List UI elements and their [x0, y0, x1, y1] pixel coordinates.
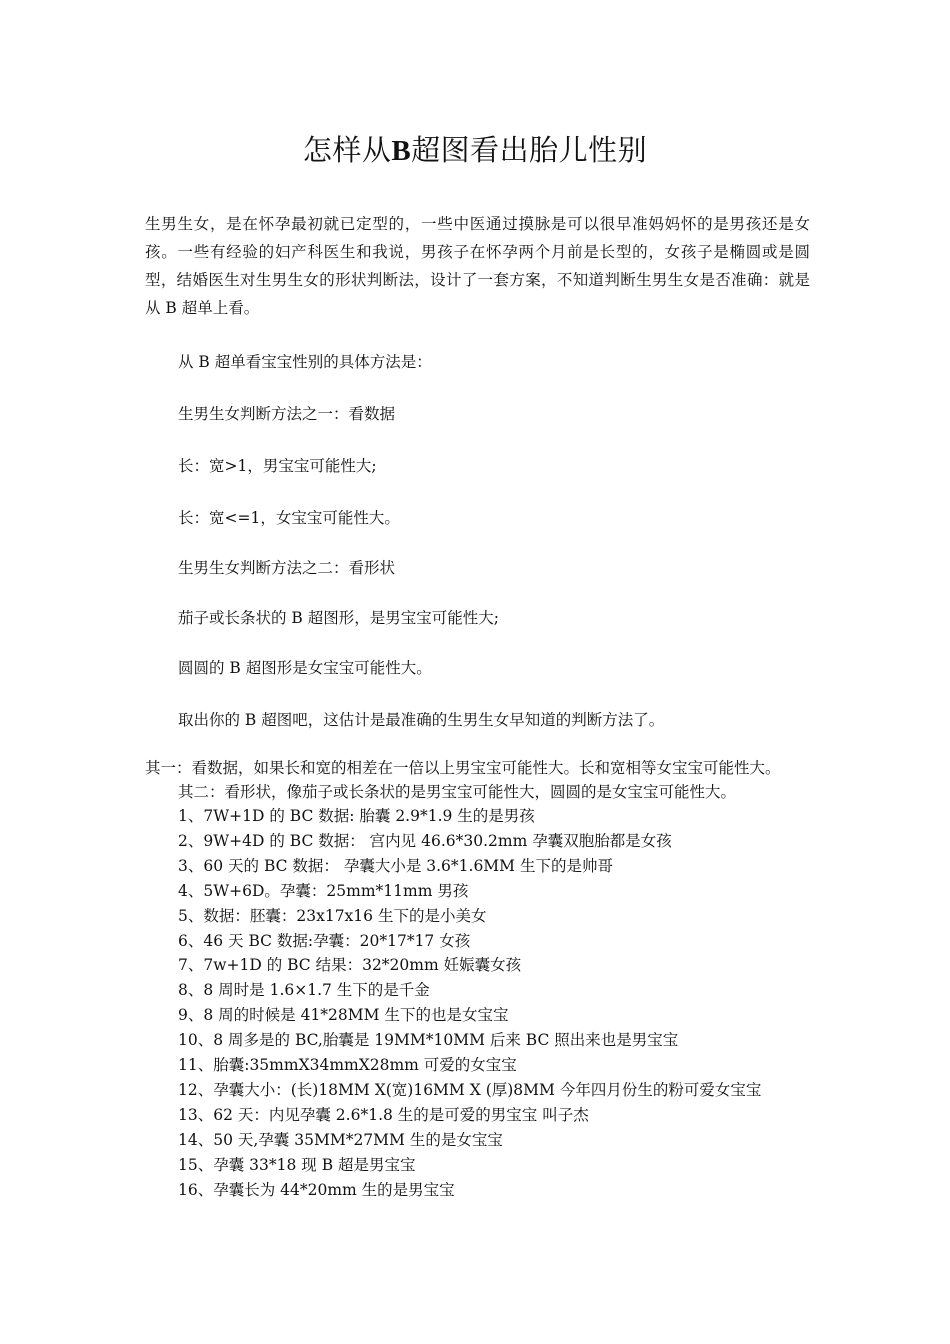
- list-item: 6、46 天 BC 数据:孕囊：20*17*17 女孩: [178, 931, 471, 950]
- method1-rule1: 长：宽>1，男宝宝可能性大;: [178, 457, 377, 475]
- summary-one: 其一：看数据，如果长和宽的相差在一倍以上男宝宝可能性大。长和宽相等女宝宝可能性大。: [145, 759, 781, 777]
- list-item: 11、胎囊:35mmX34mmX28mm 可爱的女宝宝: [178, 1056, 517, 1075]
- intro-paragraph: 生男生女，是在怀孕最初就已定型的，一些中医通过摸脉是可以很早准妈妈怀的是男孩还是女孩。一些有经验的妇产科医生和我说，男孩子在怀孕两个月前是长型的，女孩子是椭圆或是圆型，结婚医生对生男生女的形状判断法，设计了一套方案，不知道判断生男生女是否准确：就是从 B 超单上看。: [145, 215, 810, 317]
- list-item: 12、孕囊大小：(长)18MM X(宽)16MM X (厚)8MM 今年四月份生的粉可爱女宝宝: [178, 1080, 762, 1099]
- list-item: 10、8 周多是的 BC,胎囊是 19MM*10MM 后来 BC 照出来也是男宝宝: [178, 1031, 679, 1050]
- case-list: [178, 804, 761, 1203]
- list-item: 14、50 天,孕囊 35MM*27MM 生的是女宝宝: [178, 1130, 503, 1149]
- list-item: 2、9W+4D 的 BC 数据： 宫内见 46.6*30.2mm 孕囊双胞胎都是女孩: [178, 831, 672, 850]
- method1-rule2: 长：宽<=1，女宝宝可能性大。: [178, 509, 400, 527]
- method2-rule1: 茄子或长条状的 B 超图形，是男宝宝可能性大;: [178, 609, 499, 627]
- method2-rule2: 圆圆的 B 超图形是女宝宝可能性大。: [178, 659, 432, 677]
- page-title: [0, 130, 950, 171]
- conclusion: 取出你的 B 超图吧，这估计是最准确的生男生女早知道的判断方法了。: [178, 711, 665, 729]
- list-item: 9、8 周的时候是 41*28MM 生下的也是女宝宝: [178, 1006, 509, 1025]
- title-suffix: 超图看出胎儿性别: [411, 133, 648, 167]
- list-item: 3、60 天的 BC 数据： 孕囊大小是 3.6*1.6MM 生下的是帅哥: [178, 856, 613, 875]
- method-intro: 从 B 超单看宝宝性别的具体方法是：: [178, 353, 432, 371]
- list-item: 13、62 天：内见孕囊 2.6*1.8 生的是可爱的男宝宝 叫子杰: [178, 1105, 589, 1124]
- list-item: 7、7w+1D 的 BC 结果：32*20mm 妊娠囊女孩: [178, 956, 522, 975]
- list-item: 5、数据：胚囊：23x17x16 生下的是小美女: [178, 906, 487, 925]
- title-bold: B: [391, 135, 412, 167]
- list-item: 1、7W+1D 的 BC 数据: 胎囊 2.9*1.9 生的是男孩: [178, 807, 535, 825]
- list-item: 16、孕囊长为 44*20mm 生的是男宝宝: [178, 1180, 455, 1199]
- method2-title: 生男生女判断方法之二：看形状: [178, 559, 396, 577]
- list-item: 8、8 周时是 1.6×1.7 生下的是千金: [178, 981, 430, 1000]
- list-item: 15、孕囊 33*18 现 B 超是男宝宝: [178, 1155, 416, 1174]
- list-item: 4、5W+6D。孕囊：25mm*11mm 男孩: [178, 881, 469, 900]
- summary-two: 其二：看形状，像茄子或长条状的是男宝宝可能性大，圆圆的是女宝宝可能性大。: [178, 783, 737, 801]
- title-prefix: 怎样从: [302, 133, 392, 167]
- method1-title: 生男生女判断方法之一：看数据: [178, 405, 396, 423]
